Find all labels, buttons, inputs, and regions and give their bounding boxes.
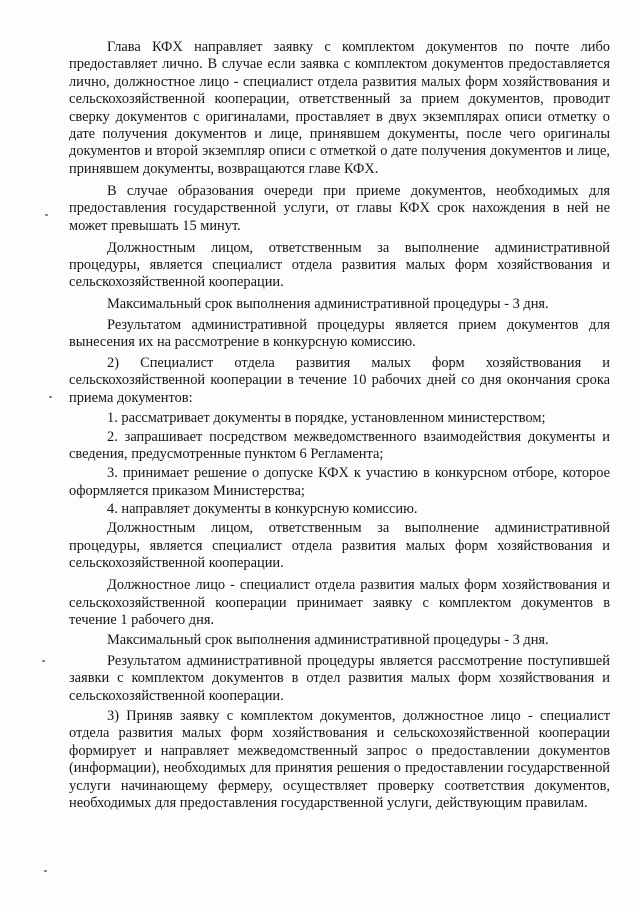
paragraph: Глава КФХ направляет заявку с комплектом документов по почте либо предоставляет лично. В случае если заявка с комплектом документов предоставляется лично, должностное лицо - специалист отдела развития малых форм хозяйствования и сельскохозяйственной кооперации, ответственный за прием документов, проводит сверку документов с оригиналами, проставляет в двух экземплярах описи отметку о дате получения документов и лице, принявшем документы, после чего оригиналы документов и второй экземпляр описи с отметкой о дате получения документов и лице, принявшем документы, возвращаются главе КФХ. xyxy=(69,39,610,177)
scan-mark xyxy=(42,660,45,662)
list-item: 2. запрашивает посредством межведомственного взаимодействия документы и сведения, предусмотренные пунктом 6 Регламента; xyxy=(69,428,610,463)
paragraph: Должностное лицо - специалист отдела развития малых форм хозяйствования и сельскохозяйственной кооперации принимает заявку с комплектом документов в течение 1 рабочего дня. xyxy=(69,577,610,628)
paragraph: 3) Приняв заявку с комплектом документов, должностное лицо - специалист отдела развития малых форм хозяйствования и сельскохозяйственной кооперации формирует и направляет межведомственный запрос о предоставлении документов (информации), необходимых для принятия решения о предоставлении государственной услуги начинающему фермеру, осуществляет проверку соответствия документов, необходимых для предоставления государственной услуги, действующим правилам. xyxy=(69,708,610,812)
list-item: 4. направляет документы в конкурсную комиссию. xyxy=(107,501,418,518)
paragraph: В случае образования очереди при приеме документов, необходимых для предоставления государственной услуги, от главы КФХ срок нахождения в ней не может превышать 15 минут. xyxy=(69,182,610,234)
scan-mark xyxy=(49,396,52,398)
document-body xyxy=(69,39,610,817)
scan-mark xyxy=(44,870,47,872)
paragraph: Должностным лицом, ответственным за выполнение административной процедуры, является специалист отдела развития малых форм хозяйствования и сельскохозяйственной кооперации. xyxy=(69,239,610,291)
paragraph: Максимальный срок выполнения административной процедуры - 3 дня. xyxy=(107,296,549,313)
list-item: 1. рассматривает документы в порядке, установленном министерством; xyxy=(107,409,546,426)
paragraph: Максимальный срок выполнения административной процедуры - 3 дня. xyxy=(107,632,549,649)
paragraph: Должностным лицом, ответственным за выполнение административной процедуры, является специалист отдела развития малых форм хозяйствования и сельскохозяйственной кооперации. xyxy=(69,520,610,572)
paragraph: 2) Специалист отдела развития малых форм хозяйствования и сельскохозяйственной кооперации в течение 10 рабочих дней со дня окончания срока приема документов: xyxy=(69,354,610,406)
scan-mark xyxy=(45,214,48,216)
paragraph: Результатом административной процедуры является рассмотрение поступившей заявки с комплектом документов в отдел развития малых форм хозяйствования и сельскохозяйственной кооперации. xyxy=(69,652,610,704)
list-item: 3. принимает решение о допуске КФХ к участию в конкурсном отборе, которое оформляется приказом Министерства; xyxy=(69,465,610,499)
paragraph: Результатом административной процедуры является прием документов для вынесения их на рассмотрение в конкурсную комиссию. xyxy=(69,316,610,351)
